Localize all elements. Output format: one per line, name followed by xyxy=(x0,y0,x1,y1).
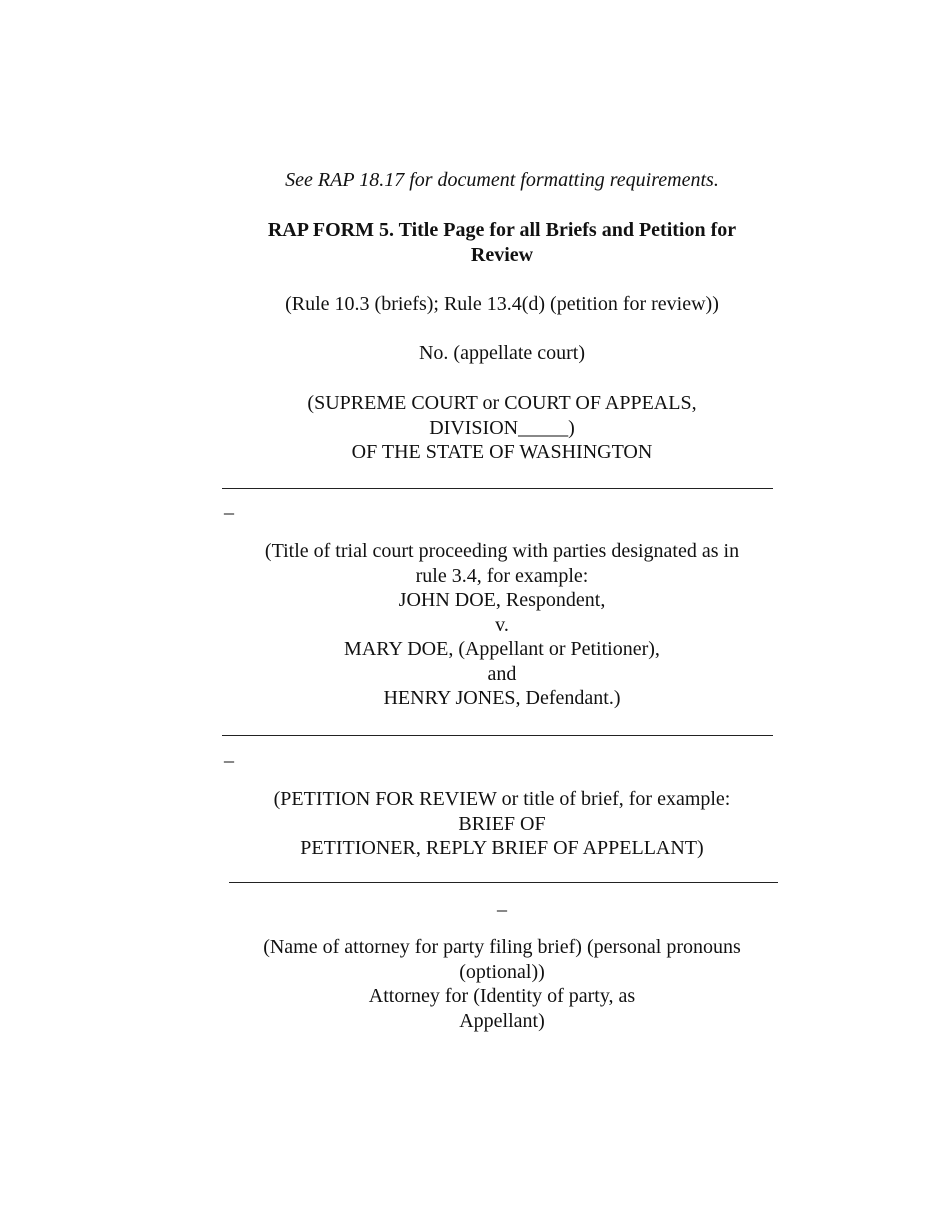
brief-title-line-3: PETITIONER, REPLY BRIEF OF APPELLANT) xyxy=(300,837,704,859)
separator-tail-1: _ xyxy=(224,495,234,517)
trial-title-line-4: v. xyxy=(495,613,509,636)
trial-title-line-3: JOHN DOE, Respondent, xyxy=(398,589,606,611)
case-number-text: No. (appellate court) xyxy=(418,342,586,364)
form-title-line-1: RAP FORM 5. Title Page for all Briefs and Petition for xyxy=(267,219,737,241)
court-caption xyxy=(222,391,782,465)
attorney-line-4: Appellant) xyxy=(459,1009,545,1032)
trial-title-line-7: HENRY JONES, Defendant.) xyxy=(383,687,621,709)
formatting-note-text: See RAP 18.17 for document formatting requirements. xyxy=(285,169,719,191)
form-title xyxy=(222,218,782,267)
attorney-line-3: Attorney for (Identity of party, as xyxy=(368,985,636,1007)
rule-reference xyxy=(222,292,782,317)
separator-line-2 xyxy=(222,735,773,736)
brief-title-line-1: (PETITION FOR REVIEW or title of brief, for example: xyxy=(273,788,731,810)
attorney-line-1: (Name of attorney for party filing brief) (personal pronouns xyxy=(263,936,741,958)
brief-title-line-2: BRIEF OF xyxy=(458,812,546,835)
brief-title xyxy=(222,787,782,861)
trial-title-line-2: rule 3.4, for example: xyxy=(415,564,589,587)
attorney-line-2: (optional)) xyxy=(459,960,545,983)
trial-title-line-1: (Title of trial court proceeding with parties designated as in xyxy=(264,540,740,562)
formatting-note xyxy=(222,168,782,193)
trial-title-line-6: and xyxy=(487,662,517,685)
separator-line-3 xyxy=(229,882,778,883)
form-title-line-2: Review xyxy=(470,243,534,266)
court-line-2: DIVISION_____) xyxy=(429,416,575,439)
rule-reference-text: (Rule 10.3 (briefs); Rule 13.4(d) (petition for review)) xyxy=(285,293,719,315)
separator-tail-3: _ xyxy=(497,892,507,914)
trial-title-line-5: MARY DOE, (Appellant or Petitioner), xyxy=(344,638,660,660)
court-line-3: OF THE STATE OF WASHINGTON xyxy=(351,441,653,463)
separator-line-1 xyxy=(222,488,773,489)
case-number xyxy=(222,341,782,366)
attorney-block xyxy=(222,935,782,1033)
trial-court-title xyxy=(222,539,782,711)
court-line-1: (SUPREME COURT or COURT OF APPEALS, xyxy=(307,392,697,414)
separator-tail-2: _ xyxy=(224,743,234,765)
